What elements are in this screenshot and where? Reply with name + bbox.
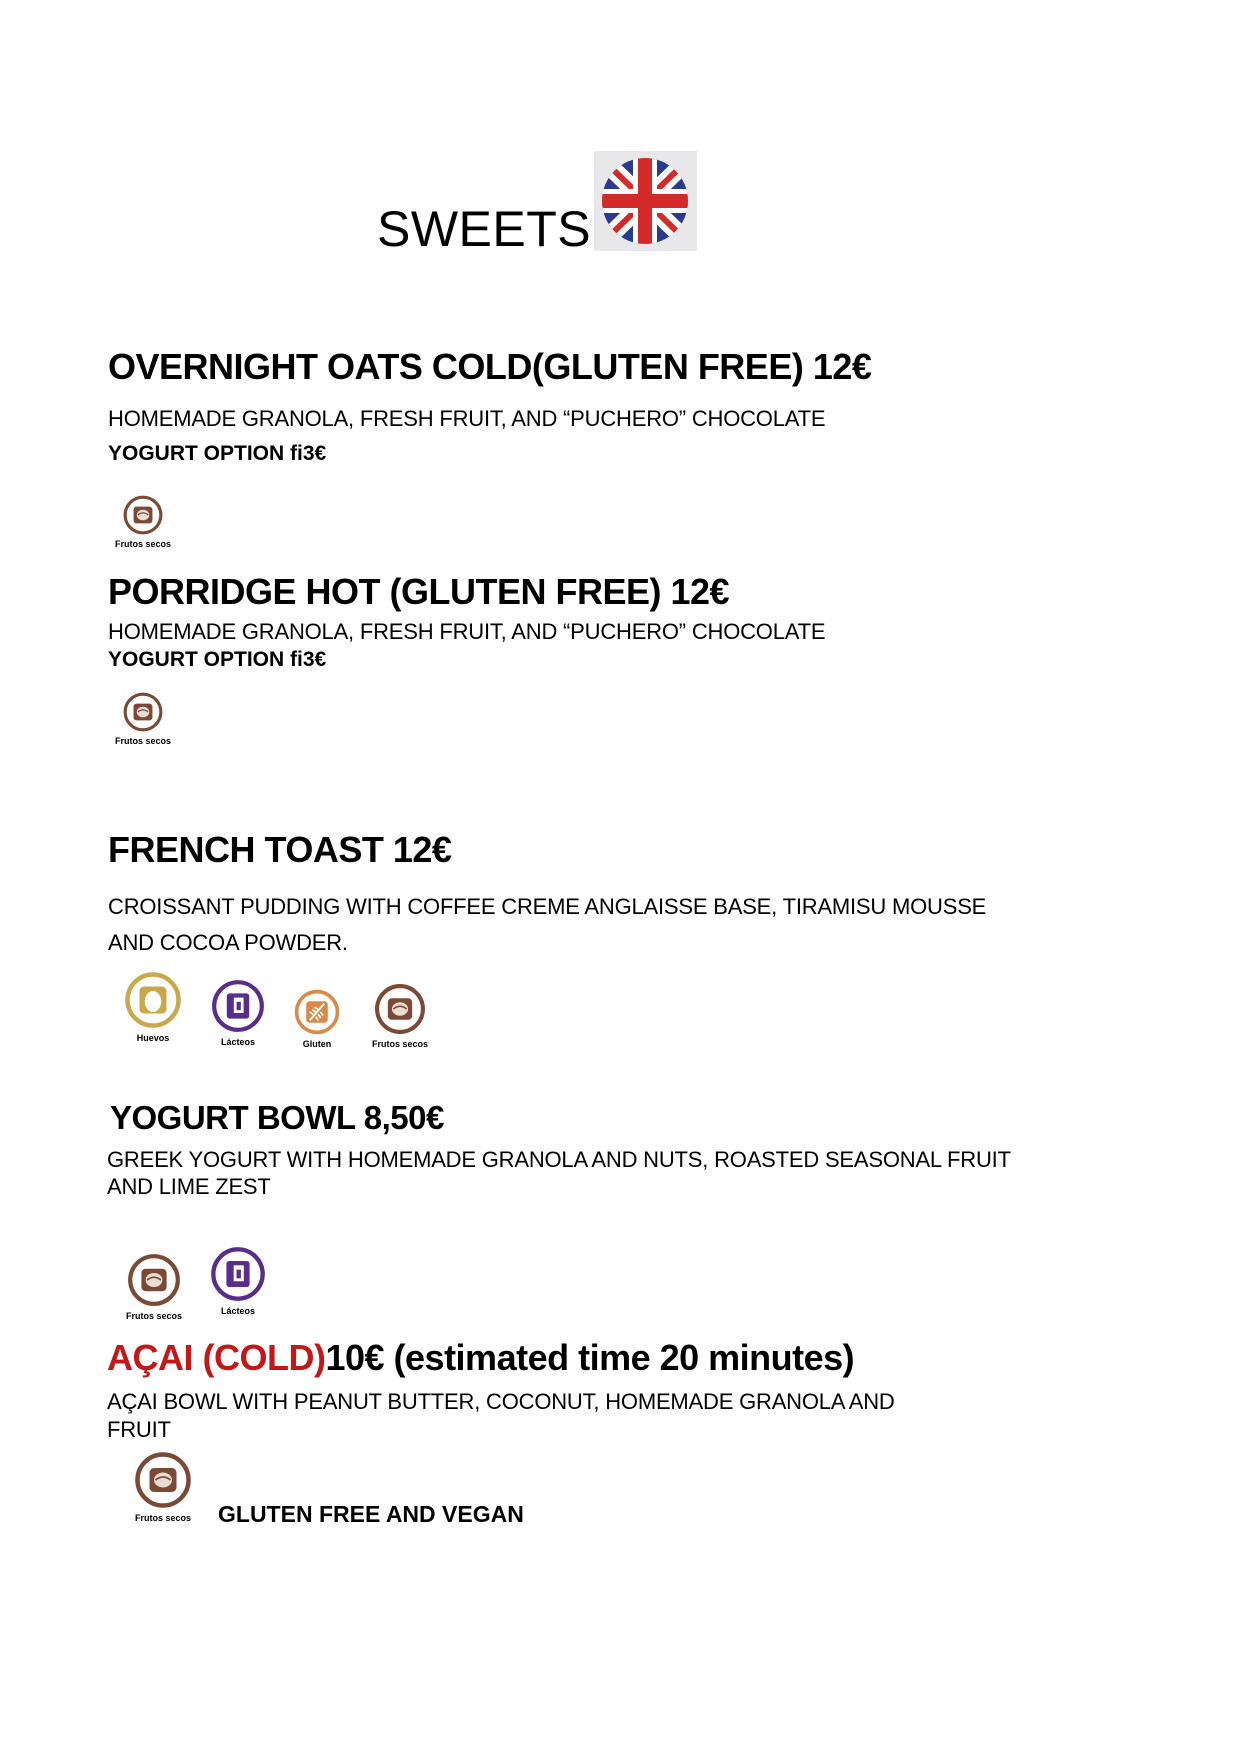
dairy-icon [209,1245,267,1303]
allergen-label: Frutos secos [134,1513,192,1523]
allergen-label: Lácteos [220,1306,255,1316]
item-title: FRENCH TOAST 12€ [108,829,452,870]
item-description-line: GREEK YOGURT WITH HOMEMADE GRANOLA AND NUTS, ROASTED SEASONAL FRUIT [107,1147,1011,1172]
allergen-label: Gluten [302,1039,332,1049]
item-option: YOGURT OPTION fi3€ [108,648,327,671]
item-description: HOMEMADE GRANOLA, FRESH FRUIT, AND “PUCHERO” CHOCOLATE [108,406,826,431]
allergen-label: Frutos secos [114,539,172,549]
allergen-label: Huevos [136,1033,170,1043]
item-title: YOGURT BOWL 8,50€ [110,1099,444,1136]
item-note: GLUTEN FREE AND VEGAN [218,1501,524,1527]
allergen-nuts [113,691,173,747]
allergen-label: Frutos secos [114,736,172,746]
uk-flag-icon[interactable] [594,151,697,251]
allergen-nuts [113,494,173,550]
allergen-nuts [362,982,438,1050]
item-description-line: AÇAI BOWL WITH PEANUT BUTTER, COCONUT, HOMEMADE GRANOLA AND [107,1389,895,1414]
nuts-icon [126,1252,182,1308]
nuts-icon [122,691,164,733]
allergen-label: Frutos secos [371,1039,429,1049]
item-title: PORRIDGE HOT (GLUTEN FREE) 12€ [108,571,730,612]
allergen-dairy [208,1245,268,1317]
nuts-icon [133,1450,193,1510]
item-title-highlight: AÇAI (COLD) [107,1337,326,1378]
allergen-gluten [287,988,347,1050]
item-title-rest: 10€ (estimated time 20 minutes) [325,1337,855,1378]
allergen-nuts [118,1252,190,1322]
allergen-label: Lácteos [220,1037,255,1047]
item-title: OVERNIGHT OATS COLD(GLUTEN FREE) 12€ [108,346,872,387]
allergen-egg [120,970,186,1044]
egg-icon [123,970,183,1030]
item-title [107,1336,854,1380]
item-option: YOGURT OPTION fi3€ [108,442,327,465]
allergen-nuts [130,1450,196,1524]
item-description-line: CROISSANT PUDDING WITH COFFEE CREME ANGLAISSE BASE, TIRAMISU MOUSSE [108,894,987,919]
gluten-icon [293,988,341,1036]
nuts-icon [373,982,427,1036]
item-description: HOMEMADE GRANOLA, FRESH FRUIT, AND “PUCHERO” CHOCOLATE [108,619,826,644]
page-title: SWEETS [377,201,592,257]
allergen-label: Frutos secos [125,1311,183,1321]
dairy-icon [210,978,266,1034]
allergen-dairy [208,978,268,1048]
item-description-line: FRUIT [107,1417,171,1442]
item-description-line: AND COCOA POWDER. [108,930,348,955]
item-description-line: AND LIME ZEST [107,1174,271,1199]
nuts-icon [122,494,164,536]
